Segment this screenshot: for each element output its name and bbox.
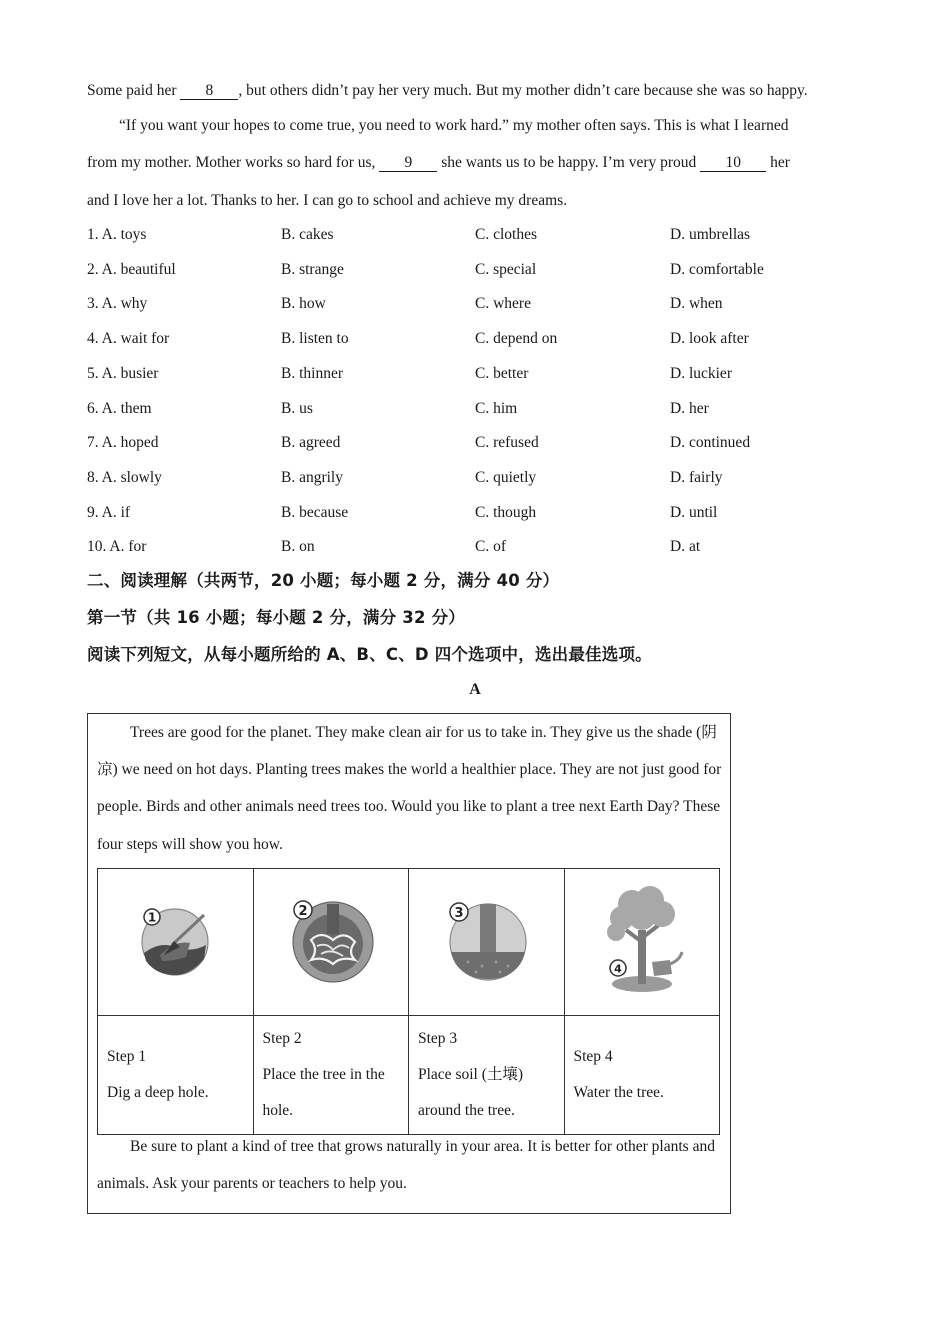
- option-3-b: B. how: [281, 295, 326, 313]
- option-4-c: C. depend on: [475, 330, 558, 348]
- option-1-c: C. clothes: [475, 226, 537, 243]
- passage-line-1: [87, 81, 808, 101]
- step-3-image-cell: [409, 869, 565, 1016]
- passage-letter: A: [469, 681, 481, 698]
- step-2-title: Step 2: [262, 1030, 302, 1047]
- step-2-text-cell: [253, 1016, 409, 1135]
- step-1-image-cell: [98, 869, 254, 1016]
- step-2-text: Place the tree in the hole.: [262, 1066, 385, 1119]
- passage-text: , but others didn’t pay her very much. But my mother didn’t care because she was so happy.: [238, 82, 808, 99]
- step-1-text: Dig a deep hole.: [107, 1084, 209, 1101]
- passage-line-3: [87, 153, 790, 173]
- water-tree-icon: [592, 880, 692, 1000]
- option-row-1: [87, 224, 867, 246]
- option-row-10: [87, 536, 867, 558]
- steps-table: [97, 868, 720, 1135]
- place-tree-icon: [281, 890, 381, 990]
- blank-9: 9: [379, 154, 437, 172]
- option-1-d: D. umbrellas: [670, 226, 751, 243]
- option-1-a: 1. A. toys: [87, 226, 147, 243]
- option-row-9: [87, 502, 867, 524]
- step-3-number: 3: [454, 905, 464, 921]
- step-3-text-cell: [409, 1016, 565, 1135]
- option-7-d: D. continued: [670, 434, 751, 452]
- step-4-text-cell: [564, 1016, 720, 1135]
- option-row-8: [87, 467, 867, 489]
- option-4-b: B. listen to: [281, 330, 349, 348]
- dig-hole-icon: [130, 895, 220, 985]
- option-5-d: D. luckier: [670, 364, 732, 382]
- passage-text: Some paid her: [87, 82, 181, 99]
- step-2-number: 2: [298, 903, 308, 919]
- option-4-a: 4. A. wait for: [87, 330, 170, 348]
- option-row-2: [87, 259, 867, 281]
- option-5-c: C. better: [475, 364, 529, 382]
- option-8-b: B. angrily: [281, 468, 343, 486]
- step-2-image-cell: [253, 869, 409, 1016]
- reading-intro: [97, 714, 722, 863]
- option-2-a: 2. A. beautiful: [87, 260, 176, 278]
- option-1-b: B. cakes: [281, 226, 334, 243]
- option-6-d: D. her: [670, 399, 709, 417]
- blank-10: 10: [700, 154, 766, 172]
- step-1-number: 1: [148, 910, 157, 924]
- option-8-a: 8. A. slowly: [87, 468, 162, 486]
- option-2-c: C. special: [475, 260, 537, 278]
- option-row-3: [87, 293, 867, 315]
- option-row-7: [87, 432, 867, 454]
- option-10-b: B. on: [281, 538, 315, 556]
- step-1-title: Step 1: [107, 1048, 147, 1065]
- step-1-text-cell: [98, 1016, 254, 1135]
- section-heading: 二、阅读理解（共两节，20 小题；每小题 2 分，满分 40 分）: [87, 571, 560, 590]
- option-10-d: D. at: [670, 538, 701, 556]
- option-9-d: D. until: [670, 503, 718, 521]
- option-3-d: D. when: [670, 295, 723, 313]
- option-9-b: B. because: [281, 503, 349, 521]
- passage-line-2: “If you want your hopes to come true, you need to work hard.” my mother often says. This is what I learned: [119, 117, 789, 134]
- option-8-d: D. fairly: [670, 468, 723, 486]
- option-6-b: B. us: [281, 399, 313, 417]
- passage-text: her: [766, 154, 790, 171]
- reading-outro-text: Be sure to plant a kind of tree that grows naturally in your area. It is better for other plants and animals. Ask your parents or teachers to help you.: [97, 1138, 715, 1192]
- place-soil-icon: [438, 892, 534, 988]
- reading-box: [87, 713, 731, 1214]
- option-9-c: C. though: [475, 503, 537, 521]
- option-row-5: [87, 363, 867, 385]
- step-4-text: Water the tree.: [573, 1084, 664, 1101]
- reading-intro-text: Trees are good for the planet. They make clean air for us to take in. They give us the shade (阴凉) we need on hot days. Planting trees makes the world a healthier place. They are not just good for people. Birds and other animals need trees too. Would you like to plant a tree next Earth Day? These four steps will show you how.: [97, 724, 722, 853]
- option-6-c: C. him: [475, 399, 518, 417]
- subsection-heading: 第一节（共 16 小题；每小题 2 分，满分 32 分）: [87, 608, 465, 627]
- option-3-a: 3. A. why: [87, 295, 148, 313]
- option-9-a: 9. A. if: [87, 503, 131, 521]
- option-2-d: D. comfortable: [670, 260, 764, 278]
- option-2-b: B. strange: [281, 260, 344, 278]
- step-3-text: Place soil (土壤) around the tree.: [418, 1066, 524, 1119]
- step-4-number: 4: [613, 962, 622, 975]
- step-4-image-cell: [564, 869, 720, 1016]
- option-row-4: [87, 328, 867, 350]
- passage-line-4: and I love her a lot. Thanks to her. I can go to school and achieve my dreams.: [87, 192, 568, 209]
- option-10-c: C. of: [475, 538, 506, 556]
- option-7-a: 7. A. hoped: [87, 434, 159, 452]
- blank-8: 8: [180, 82, 238, 100]
- option-5-a: 5. A. busier: [87, 364, 159, 382]
- option-3-c: C. where: [475, 295, 531, 313]
- option-8-c: C. quietly: [475, 468, 537, 486]
- passage-text: from my mother. Mother works so hard for us,: [87, 154, 380, 171]
- step-4-title: Step 4: [573, 1048, 613, 1065]
- option-7-c: C. refused: [475, 434, 539, 452]
- option-row-6: [87, 398, 867, 420]
- option-7-b: B. agreed: [281, 434, 341, 452]
- option-5-b: B. thinner: [281, 364, 343, 382]
- instruction-text: 阅读下列短文，从每小题所给的 A、B、C、D 四个选项中，选出最佳选项。: [87, 645, 652, 664]
- option-10-a: 10. A. for: [87, 538, 147, 556]
- option-6-a: 6. A. them: [87, 399, 152, 417]
- step-3-title: Step 3: [418, 1030, 458, 1047]
- passage-text: she wants us to be happy. I’m very proud: [437, 154, 701, 171]
- option-4-d: D. look after: [670, 330, 749, 348]
- reading-outro: [97, 1128, 722, 1202]
